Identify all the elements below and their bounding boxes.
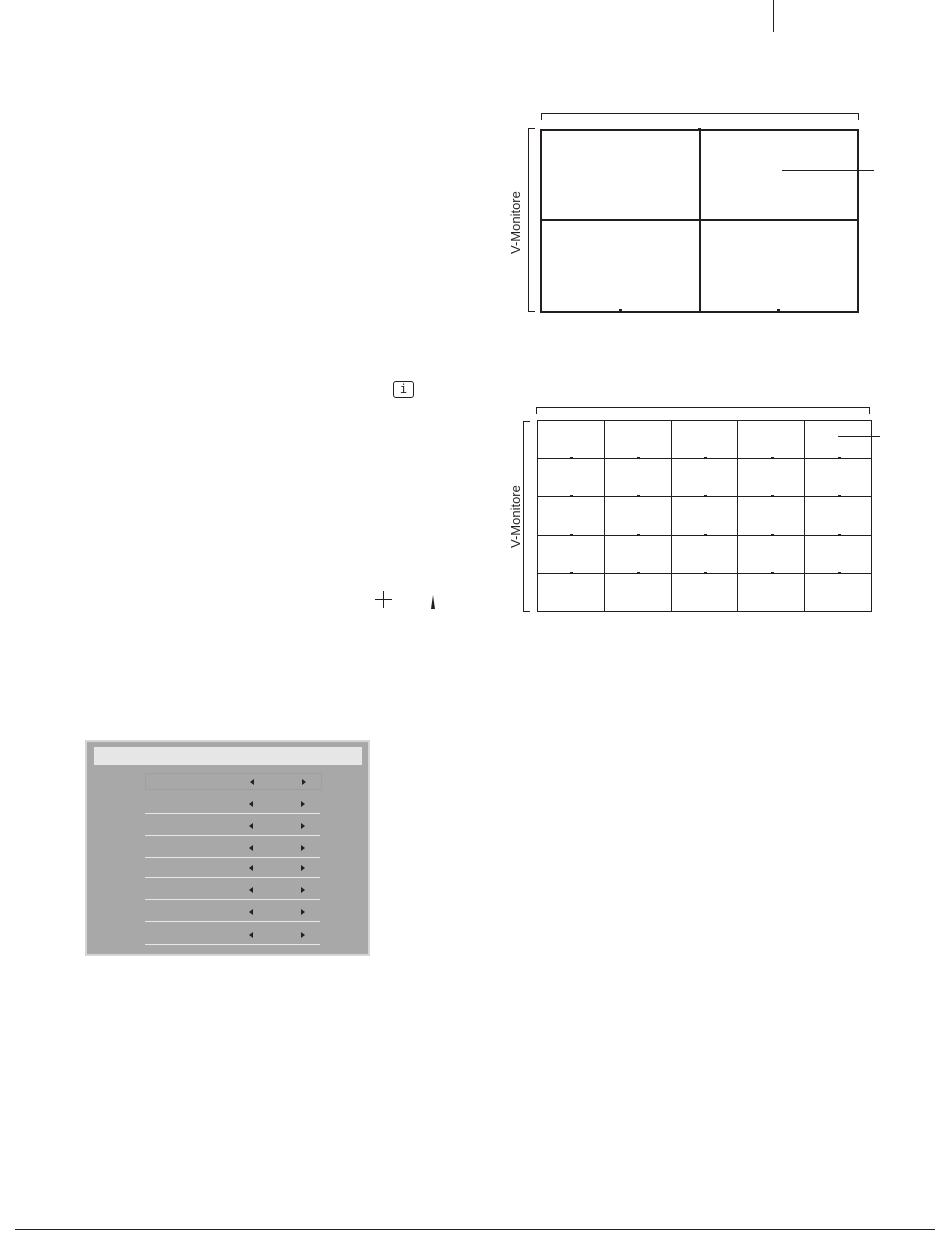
arrow-left-icon[interactable]: [249, 887, 253, 893]
osd-menu-row[interactable]: [145, 840, 320, 858]
monitor-cell: [804, 573, 872, 613]
monitor-cell: [537, 535, 605, 575]
cell-mark: [771, 495, 774, 497]
arrow-left-icon[interactable]: [249, 801, 253, 807]
arrow-left-icon[interactable]: [250, 779, 254, 785]
monitor-cell: [804, 458, 872, 498]
arrow-right-icon[interactable]: [301, 823, 305, 829]
v-monitor-label: V-Monitore: [508, 191, 523, 254]
monitor-cell: [604, 420, 672, 460]
monitor-cell: [537, 496, 605, 536]
monitor-cell: [671, 496, 739, 536]
monitor-cell: [540, 129, 701, 221]
plus-icon: [375, 591, 392, 608]
monitor-cell: [737, 458, 805, 498]
monitor-cell: [699, 219, 859, 313]
monitor-cell: [804, 420, 872, 460]
cell-mark: [698, 128, 701, 130]
monitor-cell: [671, 458, 739, 498]
cell-mark: [771, 572, 774, 574]
osd-menu-panel: [85, 740, 370, 956]
osd-menu-row[interactable]: [145, 773, 322, 790]
cell-mark: [704, 495, 707, 497]
arrow-right-icon[interactable]: [301, 909, 305, 915]
monitor-cell: [671, 573, 739, 613]
osd-menu-row[interactable]: [145, 796, 320, 814]
cell-mark: [771, 457, 774, 459]
monitor-cell: [671, 535, 739, 575]
monitor-cell: [604, 573, 672, 613]
arrow-left-icon[interactable]: [249, 909, 253, 915]
cell-mark: [637, 495, 640, 497]
arrow-left-icon[interactable]: [249, 932, 253, 938]
horizontal-bracket: [541, 113, 859, 120]
footer-rule: [15, 1229, 935, 1230]
cell-mark: [570, 495, 573, 497]
cell-mark: [637, 534, 640, 536]
cell-mark: [637, 572, 640, 574]
cell-mark: [777, 309, 780, 311]
osd-menu-row[interactable]: [145, 927, 320, 945]
monitor-cell: [699, 129, 859, 221]
monitor-cell: [537, 458, 605, 498]
cell-mark: [704, 572, 707, 574]
wedge-icon: [431, 595, 435, 609]
arrow-right-icon[interactable]: [301, 845, 305, 851]
arrow-right-icon[interactable]: [301, 801, 305, 807]
monitor-cell: [671, 420, 739, 460]
arrow-left-icon[interactable]: [249, 865, 253, 871]
osd-menu-title-bar: [94, 747, 362, 765]
osd-menu-row[interactable]: [145, 904, 320, 922]
vertical-bracket: [523, 421, 530, 612]
v-monitor-label: V-Monitore: [508, 485, 523, 548]
cell-mark: [704, 457, 707, 459]
arrow-left-icon[interactable]: [249, 845, 253, 851]
monitor-cell: [604, 458, 672, 498]
callout-leader: [782, 170, 874, 171]
callout-leader: [838, 436, 880, 437]
monitor-cell: [540, 219, 701, 313]
vertical-bracket: [528, 128, 535, 312]
osd-menu-row[interactable]: [145, 818, 320, 836]
cell-mark: [637, 457, 640, 459]
osd-menu-row[interactable]: [145, 860, 320, 878]
monitor-cell: [537, 420, 605, 460]
info-icon: i: [393, 381, 414, 398]
cell-mark: [838, 534, 841, 536]
arrow-left-icon[interactable]: [249, 823, 253, 829]
cell-mark: [771, 534, 774, 536]
cell-mark: [704, 534, 707, 536]
cell-mark: [570, 572, 573, 574]
monitor-cell: [537, 573, 605, 613]
cell-mark: [619, 309, 622, 311]
arrow-right-icon[interactable]: [302, 779, 306, 785]
monitor-cell: [737, 420, 805, 460]
arrow-right-icon[interactable]: [301, 932, 305, 938]
monitor-cell: [737, 573, 805, 613]
monitor-cell: [604, 535, 672, 575]
cell-mark: [570, 534, 573, 536]
arrow-right-icon[interactable]: [301, 865, 305, 871]
osd-menu-row[interactable]: [145, 882, 320, 900]
horizontal-bracket: [536, 407, 870, 414]
cell-mark: [838, 572, 841, 574]
page-corner-mark: [773, 0, 774, 32]
monitor-cell: [804, 496, 872, 536]
arrow-right-icon[interactable]: [301, 887, 305, 893]
monitor-cell: [804, 535, 872, 575]
cell-mark: [838, 495, 841, 497]
monitor-cell: [604, 496, 672, 536]
monitor-grid-5x5: [537, 420, 871, 611]
monitor-cell: [737, 535, 805, 575]
cell-mark: [570, 457, 573, 459]
cell-mark: [838, 457, 841, 459]
monitor-cell: [737, 496, 805, 536]
